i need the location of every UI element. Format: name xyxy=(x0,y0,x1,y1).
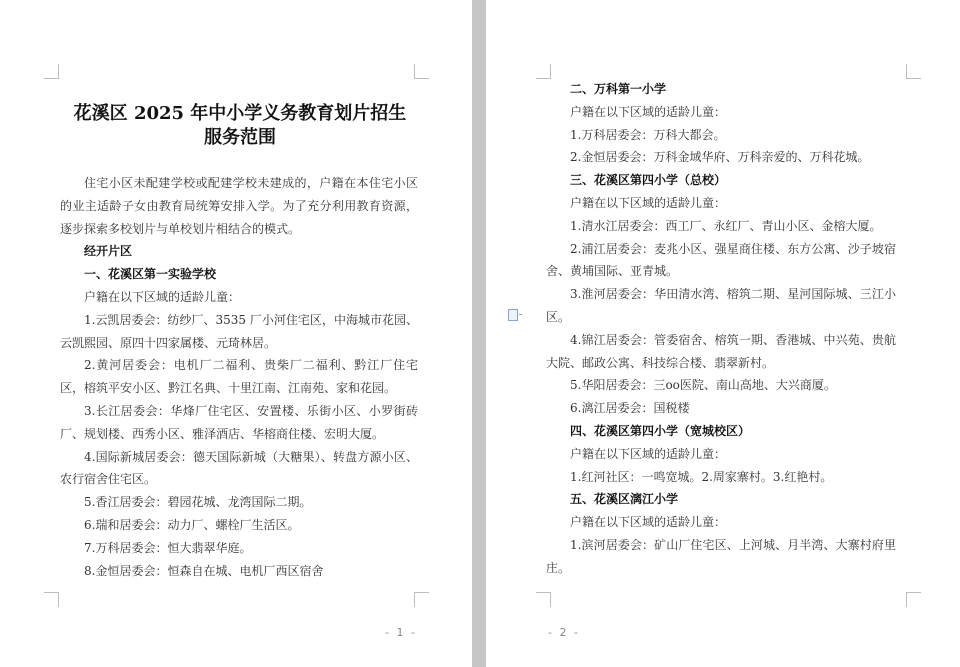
body-paragraph: 户籍在以下区域的适龄儿童： xyxy=(84,289,241,304)
section-heading: 一、花溪区第一实验学校 xyxy=(84,267,217,282)
margin-mark-bottom-left xyxy=(44,592,59,607)
section-heading: 三、花溪区第四小学（总校） xyxy=(570,173,727,188)
margin-mark-bottom-left xyxy=(536,592,551,607)
title-line-2: 服务范围 xyxy=(204,127,276,148)
body-paragraph: 7.万科居委会：恒大翡翠华庭。 xyxy=(84,540,252,555)
document-page-1 xyxy=(0,0,472,667)
page-number: - 2 - xyxy=(548,626,580,639)
body-paragraph: 5.香江居委会：碧园花城、龙湾国际二期。 xyxy=(84,495,312,510)
body-paragraph: 3.淮河居委会：华田清水湾、榕筑二期、星河国际城、三江小区。 xyxy=(546,287,896,324)
body-paragraph: 2.浦江居委会：麦兆小区、强星商住楼、东方公寓、沙子坡宿舍、黄埔国际、亚青城。 xyxy=(546,241,896,279)
margin-mark-top-right xyxy=(414,64,429,79)
body-paragraph: 3.长江居委会：华烽厂住宅区、安置楼、乐街小区、小罗街砖厂、规划楼、西秀小区、雅泽酒店、华榕商住楼、宏明大厦。 xyxy=(60,403,418,441)
margin-mark-top-left xyxy=(536,64,551,79)
body-paragraph: 2.黄河居委会：电机厂二福利、贵柴厂二福利、黔江厂住宅区，榕筑平安小区、黔江名典、十里江南、江南苑、家和花园。 xyxy=(60,358,418,396)
document-title xyxy=(60,102,420,150)
title-line-1: 花溪区 2025 年中小学义务教育划片招生 xyxy=(73,103,407,124)
document-icon[interactable] xyxy=(508,309,518,321)
section-heading: 五、花溪区漓江小学 xyxy=(570,492,679,507)
body-paragraph: 1.红河社区：一鸣宽城。2.周家寨村。3.红艳村。 xyxy=(570,469,833,484)
body-paragraph: 5.华阳居委会：三oo医院、南山高地、大兴商厦。 xyxy=(570,378,836,393)
document-page-2 xyxy=(486,0,960,667)
section-heading: 经开片区 xyxy=(84,244,133,259)
body-paragraph: 户籍在以下区域的适龄儿童： xyxy=(570,515,727,530)
page-2-body xyxy=(546,78,896,580)
margin-mark-bottom-right xyxy=(414,592,429,607)
body-paragraph: 4.国际新城居委会：德天国际新城（大糖果）、转盘方源小区、农行宿舍住宅区。 xyxy=(60,449,418,487)
page-gutter xyxy=(472,0,486,667)
page-1-body xyxy=(60,172,418,582)
section-heading: 二、万科第一小学 xyxy=(570,82,667,96)
body-paragraph: 1.滨河居委会：矿山厂住宅区、上河城、月半湾、大寨村府里庄。 xyxy=(546,537,896,575)
section-heading: 四、花溪区第四小学（宽城校区） xyxy=(570,423,751,438)
margin-mark-top-left xyxy=(44,64,59,79)
body-paragraph: 1.云凯居委会：纺纱厂、3535 厂小河住宅区，中海城市花园、云凯熙园、原四十四家属楼、元琦林居。 xyxy=(60,312,418,350)
body-paragraph: 2.金恒居委会：万科金域华府、万科亲爱的、万科花城。 xyxy=(570,150,870,165)
page-number: - 1 - xyxy=(385,626,417,639)
body-paragraph: 住宅小区未配建学校或配建学校未建成的，户籍在本住宅小区的业主适龄子女由教育局统筹安排入学。为了充分利用教育资源，逐步探索多校划片与单校划片相结合的模式。 xyxy=(60,176,418,236)
body-paragraph: 户籍在以下区域的适龄儿童： xyxy=(570,104,727,119)
body-paragraph: 6.漓江居委会：国税楼 xyxy=(570,401,690,416)
margin-mark-bottom-right xyxy=(906,592,921,607)
body-paragraph: 1.清水江居委会：西工厂、永红厂、青山小区、金榕大厦。 xyxy=(570,218,882,233)
body-paragraph: 4.锦江居委会：管委宿舍、榕筑一期、香港城、中兴苑、贵航大院、邮政公寓、科技综合楼、翡翠新村。 xyxy=(546,332,896,370)
body-paragraph: 1.万科居委会：万科大都会。 xyxy=(570,127,726,142)
margin-mark-top-right xyxy=(906,64,921,79)
body-paragraph: 户籍在以下区域的适龄儿童： xyxy=(570,195,727,210)
body-paragraph: 户籍在以下区域的适龄儿童： xyxy=(570,446,727,461)
body-paragraph: 6.瑞和居委会：动力厂、螺栓厂生活区。 xyxy=(84,517,300,532)
body-paragraph: 8.金恒居委会：恒森自在城、电机厂西区宿舍 xyxy=(84,563,324,578)
